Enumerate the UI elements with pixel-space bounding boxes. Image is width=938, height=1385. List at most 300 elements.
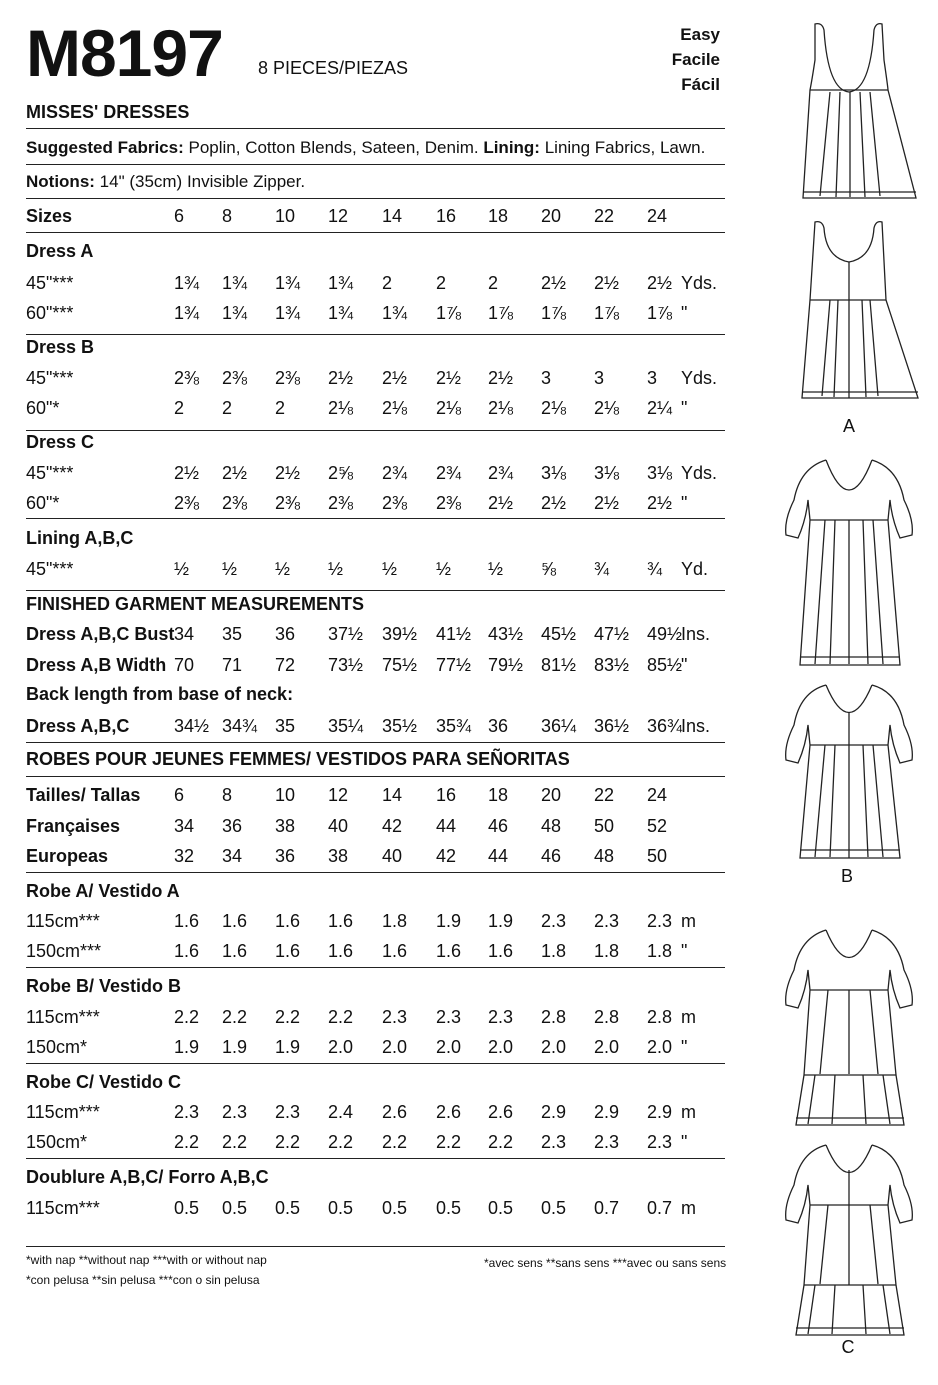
table-cell: 40: [382, 846, 403, 866]
unit-label: ": [681, 1037, 688, 1057]
divider: [26, 232, 725, 233]
table-cell: 2.0: [594, 1037, 620, 1057]
table-cell: 2⅝: [328, 463, 354, 483]
table-cell: 46: [488, 816, 509, 836]
metric-size-row: [26, 846, 726, 870]
table-cell: 2.4: [328, 1102, 354, 1122]
table-cell: 79½: [488, 655, 524, 675]
unit-label: Yds.: [681, 273, 718, 293]
dress-b-front-drawing: [786, 460, 913, 665]
table-cell: 34: [174, 816, 195, 836]
table-cell: 2.2: [328, 1132, 354, 1152]
table-cell: 2.2: [275, 1132, 301, 1152]
table-cell: 36¼: [541, 716, 577, 736]
table-cell: 1¾: [275, 273, 301, 293]
table-cell: 2½: [541, 273, 567, 293]
dress-a-back-drawing: [802, 222, 918, 398]
table-cell: 2⅜: [275, 493, 301, 513]
table-cell: 1¾: [328, 303, 354, 323]
table-cell: 2⅛: [594, 398, 620, 418]
table-cell: 36: [275, 846, 296, 866]
table-cell: 83½: [594, 655, 630, 675]
table-cell: 20: [541, 785, 562, 805]
table-cell: 2½: [594, 273, 620, 293]
notions-text: 14" (35cm) Invisible Zipper.: [94, 172, 306, 191]
table-cell: 35¾: [436, 716, 472, 736]
fabrics-text: Poplin, Cotton Blends, Sateen, Denim.: [183, 138, 484, 157]
table-cell: 10: [275, 206, 296, 226]
table-cell: 2.2: [275, 1007, 301, 1027]
table-cell: 2.2: [174, 1007, 200, 1027]
metric-title: ROBES POUR JEUNES FEMMES/ VESTIDOS PARA SEÑORITAS: [26, 749, 570, 769]
table-cell: 3: [647, 368, 658, 388]
table-cell: 1.9: [275, 1037, 301, 1057]
table-cell: 1.6: [328, 941, 354, 961]
table-cell: 3⅛: [541, 463, 567, 483]
table-cell: 2.3: [594, 1132, 620, 1152]
table-cell: 2.3: [541, 911, 567, 931]
table-cell: 3⅛: [647, 463, 673, 483]
table-cell: 3: [594, 368, 605, 388]
table-cell: 35¼: [328, 716, 364, 736]
table-cell: ½: [174, 559, 190, 579]
table-row: [26, 273, 726, 297]
back-length-title: Back length from base of neck:: [26, 684, 294, 704]
table-cell: 2.2: [436, 1132, 462, 1152]
table-cell: 2.3: [541, 1132, 567, 1152]
row-label: 150cm*: [26, 1132, 88, 1152]
table-cell: 2.2: [222, 1007, 248, 1027]
table-cell: 24: [647, 206, 668, 226]
table-cell: 34: [174, 624, 195, 644]
table-cell: 1.6: [174, 941, 200, 961]
table-cell: 50: [647, 846, 668, 866]
table-cell: 35½: [382, 716, 418, 736]
table-cell: 2.8: [541, 1007, 567, 1027]
table-cell: 2⅜: [222, 368, 248, 388]
table-row: [26, 398, 726, 422]
fabrics-label: Suggested Fabrics:: [26, 138, 184, 157]
table-cell: 41½: [436, 624, 472, 644]
section-title: Doublure A,B,C/ Forro A,B,C: [26, 1167, 269, 1187]
table-cell: 1.8: [382, 911, 408, 931]
table-cell: 75½: [382, 655, 418, 675]
table-cell: 0.5: [488, 1198, 514, 1218]
table-cell: 1.6: [222, 941, 248, 961]
table-cell: ½: [382, 559, 398, 579]
row-label: Dress A,B,C Bust: [26, 624, 175, 644]
table-cell: 1.9: [488, 911, 514, 931]
table-cell: 38: [275, 816, 296, 836]
table-cell: 2½: [222, 463, 248, 483]
table-cell: 2: [488, 273, 499, 293]
fabrics-line: [26, 138, 705, 158]
table-row: [26, 911, 726, 935]
unit-label: Yds.: [681, 368, 718, 388]
table-cell: 46: [541, 846, 562, 866]
table-cell: 1.8: [594, 941, 620, 961]
table-cell: 1.6: [328, 911, 354, 931]
table-cell: 2.9: [594, 1102, 620, 1122]
unit-label: Yd.: [681, 559, 709, 579]
unit-label: ": [681, 303, 688, 323]
section-title: Robe A/ Vestido A: [26, 881, 180, 901]
table-cell: 2½: [174, 463, 200, 483]
table-row: [26, 493, 726, 517]
table-row: [26, 303, 726, 327]
table-cell: 1⅞: [541, 303, 567, 323]
row-label: Tailles/ Tallas: [26, 785, 141, 805]
table-cell: 2⅜: [174, 368, 200, 388]
table-cell: 2.0: [328, 1037, 354, 1057]
table-cell: 47½: [594, 624, 630, 644]
row-label: Dress A,B,C: [26, 716, 130, 736]
table-row: [26, 463, 726, 487]
table-cell: 40: [328, 816, 349, 836]
table-row: [26, 941, 726, 965]
pieces-count: 8 PIECES/PIEZAS: [258, 58, 409, 78]
table-cell: 2⅛: [541, 398, 567, 418]
divider: [26, 872, 725, 873]
figure-label-b: B: [840, 866, 853, 886]
table-cell: ¾: [594, 559, 610, 579]
table-cell: 1.6: [488, 941, 514, 961]
table-cell: 1¾: [222, 303, 248, 323]
table-row: [26, 1132, 726, 1156]
table-cell: 2.9: [541, 1102, 567, 1122]
table-cell: 2.8: [594, 1007, 620, 1027]
table-cell: 1.6: [174, 911, 200, 931]
dress-c-back-drawing: [786, 1145, 913, 1335]
table-cell: 1.6: [275, 911, 301, 931]
table-cell: 36: [488, 716, 509, 736]
unit-label: Ins.: [681, 624, 711, 644]
difficulty-fr: Facile: [671, 50, 720, 69]
table-cell: 34¾: [222, 716, 258, 736]
table-cell: 20: [541, 206, 562, 226]
table-cell: 16: [436, 206, 457, 226]
table-cell: 2.3: [275, 1102, 301, 1122]
table-cell: 16: [436, 785, 457, 805]
table-cell: 2¾: [488, 463, 514, 483]
table-cell: 0.5: [328, 1198, 354, 1218]
table-cell: 2: [436, 273, 447, 293]
dress-b-back-drawing: [786, 685, 913, 858]
table-cell: 2.6: [436, 1102, 462, 1122]
table-cell: 2.2: [174, 1132, 200, 1152]
table-cell: 71: [222, 655, 243, 675]
difficulty-es: Fácil: [681, 75, 720, 94]
table-cell: ½: [436, 559, 452, 579]
table-cell: 38: [328, 846, 349, 866]
table-cell: 2⅛: [382, 398, 408, 418]
divider: [26, 198, 725, 199]
row-label: 60"***: [26, 303, 74, 323]
table-cell: 44: [488, 846, 509, 866]
table-cell: ½: [222, 559, 238, 579]
table-cell: 2.3: [222, 1102, 248, 1122]
unit-label: ": [681, 493, 688, 513]
table-cell: 12: [328, 206, 349, 226]
table-cell: 2⅛: [436, 398, 462, 418]
table-cell: 43½: [488, 624, 524, 644]
unit-label: m: [681, 911, 696, 931]
table-cell: 2¾: [382, 463, 408, 483]
table-cell: 2¾: [436, 463, 462, 483]
table-cell: 18: [488, 206, 509, 226]
difficulty-block: [640, 22, 720, 97]
table-cell: 0.7: [594, 1198, 620, 1218]
table-cell: 2½: [328, 368, 354, 388]
table-cell: 42: [436, 846, 457, 866]
table-cell: 10: [275, 785, 296, 805]
table-cell: 6: [174, 206, 185, 226]
table-cell: 2: [222, 398, 233, 418]
table-cell: 12: [328, 785, 349, 805]
footnote-fr: *avec sens **sans sens ***avec ou sans sens: [484, 1256, 727, 1270]
table-cell: 14: [382, 206, 403, 226]
table-cell: 2.3: [436, 1007, 462, 1027]
table-cell: 2.6: [382, 1102, 408, 1122]
table-cell: 2.9: [647, 1102, 673, 1122]
table-cell: 22: [594, 785, 615, 805]
unit-label: ": [681, 655, 688, 675]
table-cell: 2.0: [488, 1037, 514, 1057]
metric-size-row: [26, 816, 726, 840]
row-label: 150cm***: [26, 941, 102, 961]
unit-label: m: [681, 1007, 696, 1027]
table-cell: 36½: [594, 716, 630, 736]
divider: [26, 1246, 725, 1247]
table-cell: 2⅜: [382, 493, 408, 513]
dress-a-front-drawing: [803, 24, 916, 198]
table-cell: 0.5: [275, 1198, 301, 1218]
table-row: [26, 1007, 726, 1031]
table-cell: 77½: [436, 655, 472, 675]
footnote-en: *with nap **without nap ***with or without nap: [26, 1253, 267, 1267]
table-cell: 2.6: [488, 1102, 514, 1122]
row-label: 45"***: [26, 368, 74, 388]
section-title: Lining A,B,C: [26, 528, 134, 548]
table-cell: 52: [647, 816, 668, 836]
table-cell: 2.3: [647, 911, 673, 931]
table-cell: 34½: [174, 716, 210, 736]
table-cell: 8: [222, 785, 233, 805]
table-cell: 37½: [328, 624, 364, 644]
section-title: Dress A: [26, 241, 94, 261]
table-cell: 1.6: [382, 941, 408, 961]
row-label: 45"***: [26, 463, 74, 483]
table-row: [26, 1102, 726, 1126]
technical-drawings: [770, 0, 938, 1380]
table-cell: 45½: [541, 624, 577, 644]
table-cell: 2⅜: [328, 493, 354, 513]
row-label: 115cm***: [26, 911, 100, 931]
table-cell: 2.2: [222, 1132, 248, 1152]
row-label: 60"*: [26, 398, 60, 418]
table-cell: 73½: [328, 655, 364, 675]
dress-drawings-svg: [770, 0, 938, 1380]
section-title: Dress B: [26, 337, 95, 357]
unit-label: ": [681, 941, 688, 961]
unit-label: ": [681, 1132, 688, 1152]
table-cell: 2.0: [647, 1037, 673, 1057]
table-cell: 1⅞: [594, 303, 620, 323]
table-cell: 42: [382, 816, 403, 836]
width-row: [26, 655, 726, 679]
table-cell: 0.5: [174, 1198, 200, 1218]
table-cell: ½: [488, 559, 504, 579]
table-cell: 2.2: [382, 1132, 408, 1152]
table-cell: 2.3: [174, 1102, 200, 1122]
divider: [26, 742, 725, 743]
table-cell: 1¾: [382, 303, 408, 323]
divider: [26, 590, 725, 591]
sizes-row: [26, 206, 726, 230]
divider: [26, 1063, 725, 1064]
table-cell: 36¾: [647, 716, 683, 736]
table-cell: 35: [222, 624, 243, 644]
divider: [26, 430, 725, 431]
table-cell: 2.2: [328, 1007, 354, 1027]
table-cell: 14: [382, 785, 403, 805]
table-cell: 2½: [275, 463, 301, 483]
row-label: Europeas: [26, 846, 109, 866]
table-cell: 35: [275, 716, 296, 736]
lining-label: Lining:: [483, 138, 540, 157]
row-label: 45"***: [26, 273, 74, 293]
finished-measurements-title: FINISHED GARMENT MEASUREMENTS: [26, 594, 365, 614]
table-cell: 18: [488, 785, 509, 805]
table-cell: 1¾: [222, 273, 248, 293]
table-cell: 72: [275, 655, 296, 675]
table-cell: 2½: [436, 368, 462, 388]
table-cell: 1.9: [174, 1037, 200, 1057]
divider: [26, 967, 725, 968]
table-cell: 8: [222, 206, 233, 226]
table-cell: ½: [328, 559, 344, 579]
table-cell: 1.6: [275, 941, 301, 961]
table-cell: 0.5: [541, 1198, 567, 1218]
table-cell: 2½: [488, 368, 514, 388]
table-row: [26, 368, 726, 392]
divider: [26, 164, 725, 165]
table-cell: 85½: [647, 655, 683, 675]
table-cell: 1.9: [222, 1037, 248, 1057]
table-cell: 2½: [594, 493, 620, 513]
table-cell: 1⅞: [647, 303, 673, 323]
table-cell: ½: [275, 559, 291, 579]
table-cell: 2.0: [436, 1037, 462, 1057]
table-cell: 1.6: [436, 941, 462, 961]
table-cell: ¾: [647, 559, 663, 579]
row-label: Dress A,B Width: [26, 655, 167, 675]
table-cell: 49½: [647, 624, 683, 644]
table-cell: 70: [174, 655, 195, 675]
table-cell: 2: [382, 273, 393, 293]
unit-label: m: [681, 1198, 696, 1218]
row-label: 45"***: [26, 559, 74, 579]
table-cell: 48: [594, 846, 615, 866]
table-cell: 44: [436, 816, 457, 836]
page-title: MISSES' DRESSES: [26, 102, 190, 122]
divider: [26, 518, 725, 519]
table-cell: 1⅞: [488, 303, 514, 323]
table-cell: 48: [541, 816, 562, 836]
section-title: Robe B/ Vestido B: [26, 976, 182, 996]
divider: [26, 1158, 725, 1159]
table-cell: 2½: [541, 493, 567, 513]
table-cell: 1⅞: [436, 303, 462, 323]
table-cell: 81½: [541, 655, 577, 675]
row-label: Sizes: [26, 206, 73, 226]
divider: [26, 334, 725, 335]
table-cell: 2½: [647, 273, 673, 293]
table-cell: 39½: [382, 624, 418, 644]
table-cell: 1.8: [647, 941, 673, 961]
table-cell: 2: [275, 398, 286, 418]
table-cell: 2½: [488, 493, 514, 513]
table-cell: 2⅛: [328, 398, 354, 418]
table-cell: 1.8: [541, 941, 567, 961]
row-label: 115cm***: [26, 1102, 100, 1122]
table-cell: 2.2: [488, 1132, 514, 1152]
table-row: [26, 559, 726, 583]
table-cell: 2⅜: [436, 493, 462, 513]
table-cell: 2.0: [541, 1037, 567, 1057]
notions-label: Notions:: [26, 172, 95, 191]
table-cell: 6: [174, 785, 185, 805]
table-cell: 2⅜: [222, 493, 248, 513]
row-label: 150cm*: [26, 1037, 88, 1057]
table-cell: 2⅜: [174, 493, 200, 513]
unit-label: ": [681, 398, 688, 418]
table-cell: 2: [174, 398, 185, 418]
row-label: 60"*: [26, 493, 60, 513]
table-cell: 1¾: [275, 303, 301, 323]
section-title: Dress C: [26, 432, 95, 452]
table-cell: 32: [174, 846, 195, 866]
difficulty-en: Easy: [680, 25, 720, 44]
figure-label-c: C: [841, 1337, 855, 1357]
table-cell: 0.5: [382, 1198, 408, 1218]
table-cell: 2⅜: [275, 368, 301, 388]
table-cell: 2⅛: [488, 398, 514, 418]
row-label: Françaises: [26, 816, 121, 836]
table-cell: 36: [275, 624, 296, 644]
unit-label: Ins.: [681, 716, 711, 736]
row-label: 115cm***: [26, 1007, 100, 1027]
table-cell: 2.3: [382, 1007, 408, 1027]
bust-row: [26, 624, 726, 648]
table-cell: 2½: [382, 368, 408, 388]
table-cell: 3⅛: [594, 463, 620, 483]
table-cell: 50: [594, 816, 615, 836]
table-cell: 0.7: [647, 1198, 673, 1218]
table-cell: 2.3: [488, 1007, 514, 1027]
row-label: 115cm***: [26, 1198, 100, 1218]
table-cell: 0.5: [436, 1198, 462, 1218]
pattern-number: M8197: [26, 16, 223, 90]
length-row: [26, 716, 726, 740]
table-cell: ⅝: [541, 559, 557, 579]
notions-line: [26, 172, 305, 192]
table-cell: 1.6: [222, 911, 248, 931]
table-cell: 22: [594, 206, 615, 226]
table-cell: 2.3: [594, 911, 620, 931]
table-cell: 1¾: [328, 273, 354, 293]
figure-label-a: A: [842, 416, 855, 436]
